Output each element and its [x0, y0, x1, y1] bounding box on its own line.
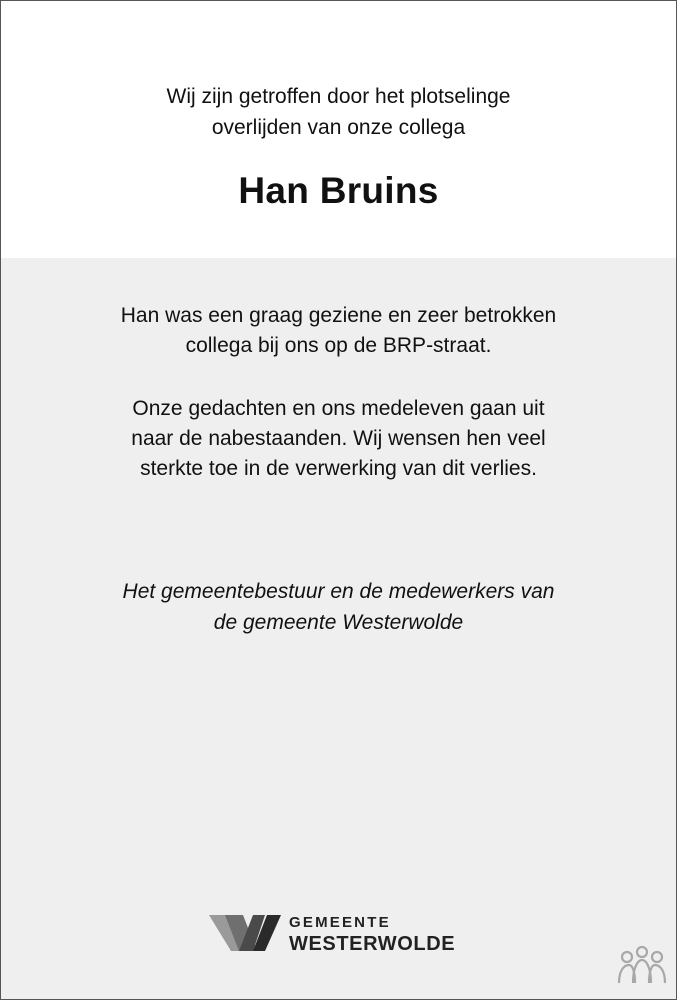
- notice-body: [1, 258, 676, 999]
- message-p1-line-1: Han was een graag geziene en zeer betrokken: [120, 304, 557, 327]
- signature-line-2: de gemeente Westerwolde: [213, 611, 464, 634]
- message-p2-line-1: Onze gedachten en ons medeleven gaan uit: [132, 397, 545, 420]
- message-p2-line-2: naar de nabestaanden. Wij wensen hen veel: [131, 427, 546, 450]
- signature-line-1: Het gemeentebestuur en de medewerkers van: [122, 580, 555, 603]
- deceased-name: Han Bruins: [238, 170, 439, 211]
- notice-header: [1, 1, 676, 258]
- intro-line-2: overlijden van onze collega: [211, 116, 466, 139]
- message-p2-line-3: sterkte toe in de verwerking van dit verlies.: [140, 457, 537, 480]
- westerwolde-w-mark-icon: [209, 913, 281, 953]
- message-p1-line-2: collega bij ons op de BRP-straat.: [185, 334, 492, 357]
- westerwolde-logo: [209, 913, 471, 955]
- intro-line-1: Wij zijn getroffen door het plotselinge: [166, 85, 511, 108]
- people-group-icon: [617, 943, 667, 987]
- logo-text-gemeente: GEMEENTE: [289, 914, 391, 931]
- logo-text-westerwolde: WESTERWOLDE: [289, 933, 456, 955]
